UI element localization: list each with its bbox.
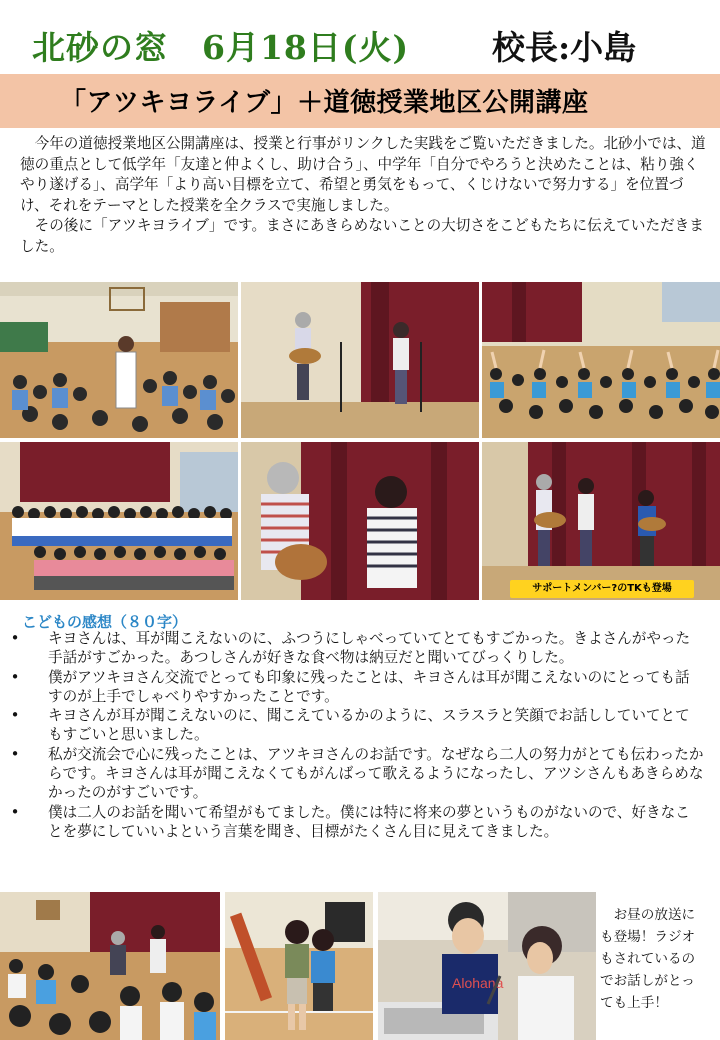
photo-performers-closeup (241, 442, 479, 600)
newsletter-title: 北砂の窓 6月18日(火) (32, 28, 410, 67)
photo-stage-trio (482, 442, 720, 600)
list-item: • キヨさんが耳が聞こえないのに、聞こえているかのように、スラスラと笑顔でお話ししていてとてもすごいと思いました。 (6, 706, 704, 745)
photo-caption: サポートメンバー?のTKも登場 (510, 580, 694, 598)
photo-class-with-performers (0, 892, 220, 1040)
impressions-list (6, 629, 704, 841)
article-headline: 「アツキヨライブ」＋道徳授業地区公開講座 (60, 88, 589, 118)
photo-students-on-stage (0, 442, 238, 600)
principal-name: 校長:小島 (492, 28, 637, 67)
svg-text:Alohana: Alohana (452, 975, 504, 991)
list-item: • 僕がアツキヨさん交流でとっても印象に残ったことは、キヨさんは耳が聞こえないのにとっても話すのが上手でしゃべりやすかったことです。 (6, 668, 704, 707)
intro-paragraph: 今年の道徳授業地区公開講座は、授業と行事がリンクした実践をご覧いただきました。北砂小では、道徳の重点として低学年「友達と仲よくし、助け合う」、中学年「自分でやろうと決めたことは、粘り強くやり遂げる」、高学年「より高い目標を立て、希望と勇気をもって、くじけないで努力する」を位置づけ、それをテーマとした授業を全クラスで実施しました。 (20, 135, 706, 214)
list-item: • 私が交流会で心に残ったことは、アツキヨさんのお話です。なぜなら二人の努力がとても伝わったからです。キヨさんは耳が聞こえなくてもがんばって歌えるようになったし、アツシさんもあきらめなかったのがすごいです。 (6, 745, 704, 803)
photo-two-boys (225, 892, 373, 1040)
impressions-title: こどもの感想（８０字） (22, 613, 188, 631)
photo-radio-broadcast (378, 892, 596, 1040)
list-item: • 僕は二人のお話を聞いて希望がもてました。僕には特に将来の夢というものがないので、好きなことを夢にしていいよという言葉を聞き、目標がたくさん目に見えてきました。 (6, 803, 704, 842)
list-item: • キヨさんは、耳が聞こえないのに、ふつうにしゃべっていてとてもすごかった。きよさんがやった手話がすごかった。あつしさんが好きな食べ物は納豆だと聞いてびっくりした。 (6, 629, 704, 668)
radio-side-note: お昼の放送にも登場！ラジオもされているのでお話しがとっても上手！ (600, 907, 696, 1011)
article-banner (0, 74, 720, 128)
intro-text (20, 134, 712, 258)
page-header (0, 0, 720, 72)
intro-paragraph: その後に「アツキヨライブ」です。まさにあきらめないことの大切さをこどもたちに伝えていただきました。 (20, 217, 704, 255)
photo-stage-duo (241, 282, 479, 438)
photo-audience-hands-up (482, 282, 720, 438)
photo-gym-performance (0, 282, 238, 438)
